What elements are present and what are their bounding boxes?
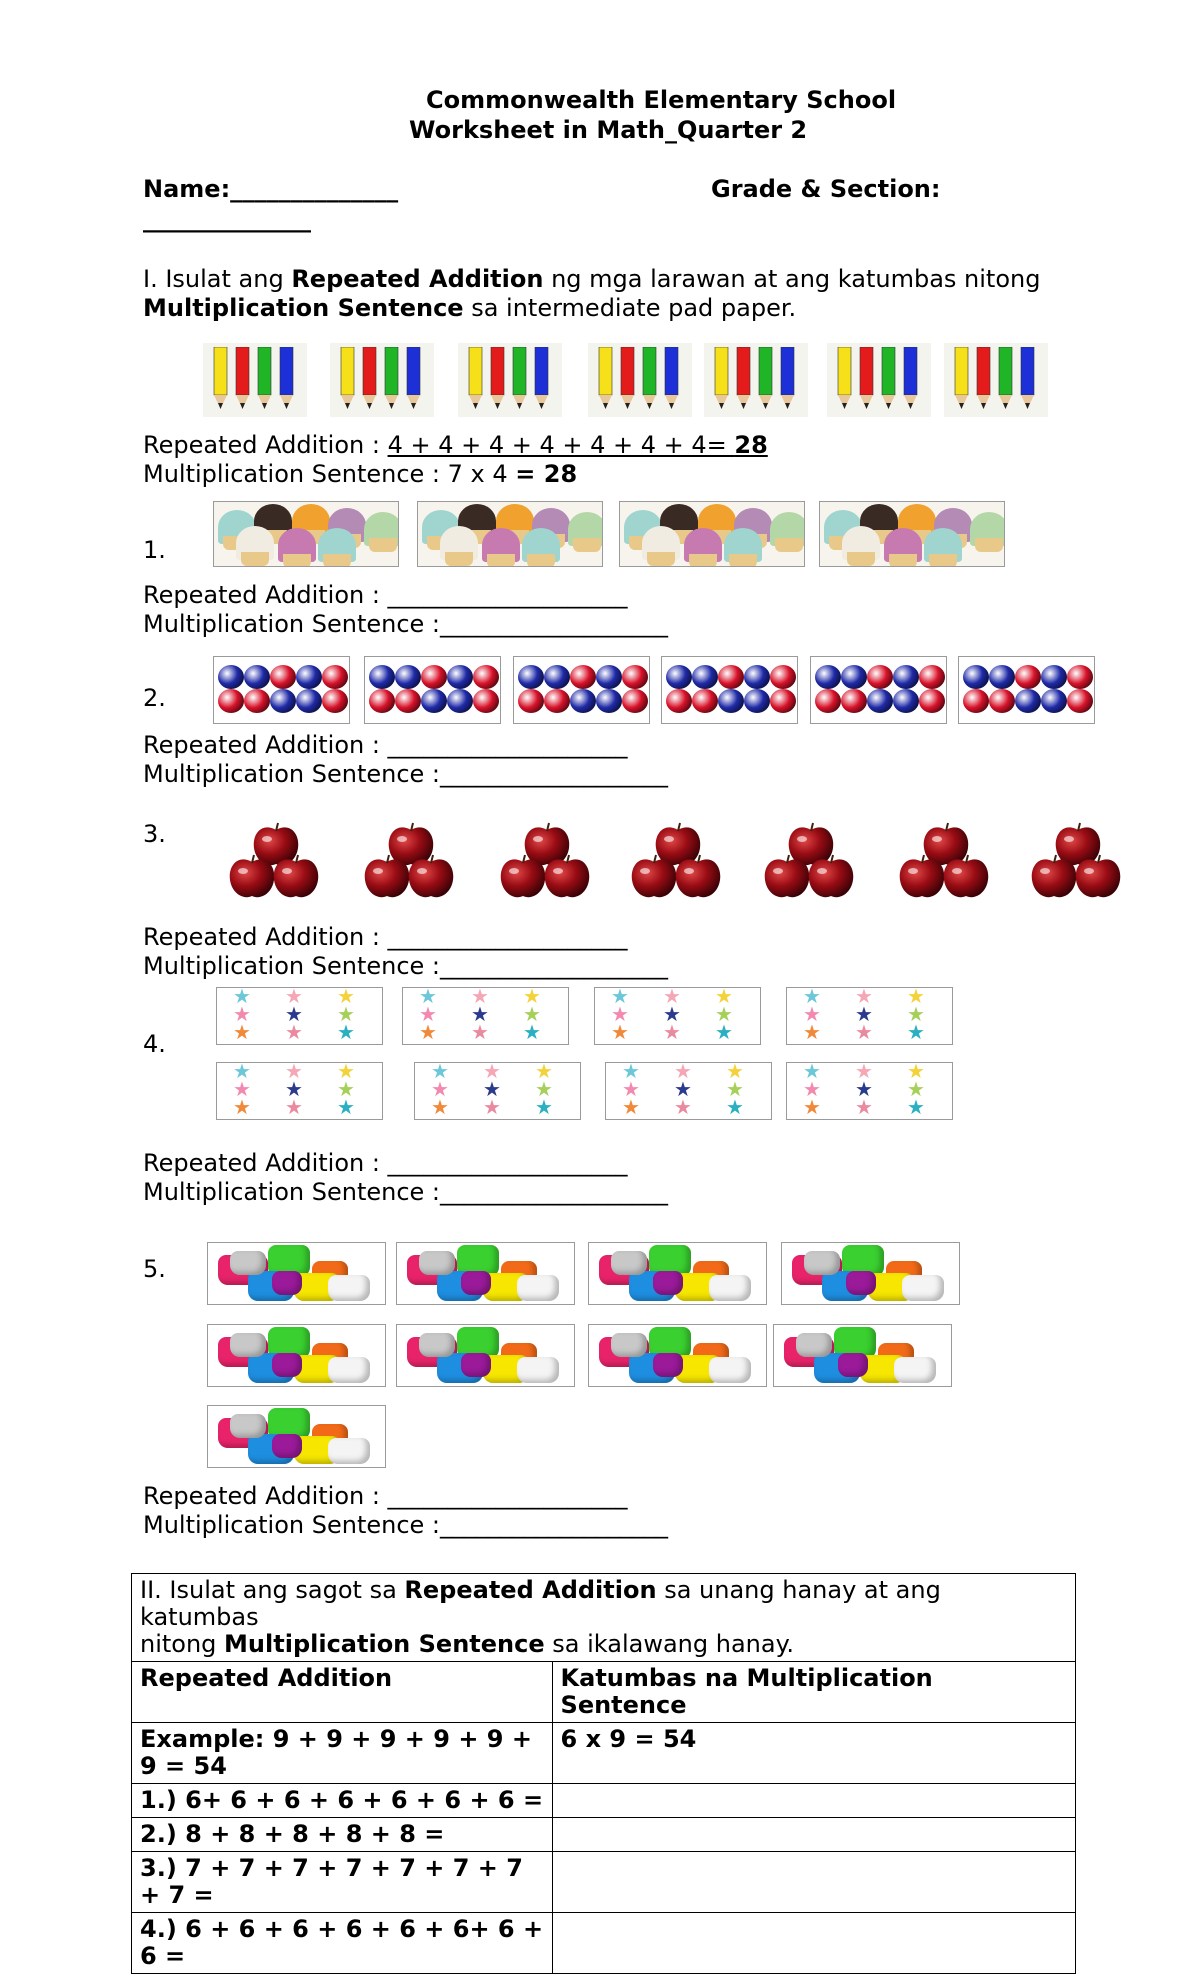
ball-image	[364, 656, 501, 724]
ball-image	[513, 656, 650, 724]
table-row-2-answer-cell[interactable]	[552, 1818, 1075, 1852]
starfish-image: ★ ★ ★ ★ ★ ★ ★ ★ ★	[216, 1062, 383, 1120]
item-2-number: 2.	[143, 684, 166, 712]
starfish-image: ★ ★ ★ ★ ★ ★ ★ ★ ★	[786, 1062, 953, 1120]
starfish-image: ★ ★ ★ ★ ★ ★ ★ ★ ★	[605, 1062, 772, 1120]
starfish-image: ★ ★ ★ ★ ★ ★ ★ ★ ★	[216, 987, 383, 1045]
apple-group-image	[499, 822, 595, 904]
cupcake-image	[417, 501, 603, 567]
item-2-repeated-addition[interactable]: Repeated Addition : ____________________	[143, 731, 628, 759]
item-4-multiplication-sentence[interactable]: Multiplication Sentence :___________________	[143, 1178, 669, 1206]
ball-image	[958, 656, 1095, 724]
pencil-group-image	[704, 343, 808, 417]
starfish-image: ★ ★ ★ ★ ★ ★ ★ ★ ★	[402, 987, 569, 1045]
col-header-repeated-addition: Repeated Addition	[132, 1662, 553, 1723]
table-row-3-answer-cell[interactable]	[552, 1852, 1075, 1913]
starfish-image: ★ ★ ★ ★ ★ ★ ★ ★ ★	[786, 987, 953, 1045]
example-multiplication-sentence: Multiplication Sentence : 7 x 4 = 28	[143, 460, 578, 488]
pencil-group-image	[203, 343, 307, 417]
item-5-number: 5.	[143, 1255, 166, 1283]
cup-image	[207, 1242, 386, 1305]
cup-image	[781, 1242, 960, 1305]
cup-image	[588, 1242, 767, 1305]
item-2-multiplication-sentence[interactable]: Multiplication Sentence :___________________	[143, 760, 669, 788]
grade-section-field[interactable]: ______________	[143, 205, 311, 233]
pencil-group-image	[827, 343, 931, 417]
pencil-group-image	[458, 343, 562, 417]
cup-image	[773, 1324, 952, 1387]
name-field[interactable]: Name:______________	[143, 175, 399, 203]
item-4-number: 4.	[143, 1030, 166, 1058]
pencil-group-image	[330, 343, 434, 417]
ball-image	[810, 656, 947, 724]
cup-image	[207, 1324, 386, 1387]
item-1-number: 1.	[143, 536, 166, 564]
school-title: Commonwealth Elementary School	[426, 86, 897, 114]
table-row-1-ra: 1.) 6+ 6 + 6 + 6 + 6 + 6 + 6 =	[132, 1784, 553, 1818]
apple-group-image	[763, 822, 859, 904]
table-row-example-ra: Example: 9 + 9 + 9 + 9 + 9 + 9 = 54	[132, 1723, 553, 1784]
item-4-repeated-addition[interactable]: Repeated Addition : ____________________	[143, 1149, 628, 1177]
part1-instruction-line1: I. Isulat ang Repeated Addition ng mga larawan at ang katumbas nitong	[143, 265, 1041, 293]
part2-instruction: II. Isulat ang sagot sa Repeated Addition sa unang hanay at ang katumbas nitong Multiplication Sentence sa ikalawang hanay.	[132, 1574, 1076, 1662]
pencil-group-image	[944, 343, 1048, 417]
table-row-1-answer-cell[interactable]	[552, 1784, 1075, 1818]
apple-group-image	[630, 822, 726, 904]
item-5-repeated-addition[interactable]: Repeated Addition : ____________________	[143, 1482, 628, 1510]
cup-image	[207, 1405, 386, 1468]
cup-image	[396, 1242, 575, 1305]
item-3-number: 3.	[143, 820, 166, 848]
apple-group-image	[898, 822, 994, 904]
apple-group-image	[363, 822, 459, 904]
item-3-repeated-addition[interactable]: Repeated Addition : ____________________	[143, 923, 628, 951]
item-5-multiplication-sentence[interactable]: Multiplication Sentence :___________________	[143, 1511, 669, 1539]
apple-group-image	[1030, 822, 1126, 904]
table-row-example-ms: 6 x 9 = 54	[552, 1723, 1075, 1784]
table-row-4-ra: 4.) 6 + 6 + 6 + 6 + 6 + 6+ 6 + 6 =	[132, 1913, 553, 1974]
table-row-4-answer-cell[interactable]	[552, 1913, 1075, 1974]
starfish-image: ★ ★ ★ ★ ★ ★ ★ ★ ★	[594, 987, 761, 1045]
apple-group-image	[228, 822, 324, 904]
worksheet-title: Worksheet in Math_Quarter 2	[409, 116, 808, 144]
table-row-2-ra: 2.) 8 + 8 + 8 + 8 + 8 =	[132, 1818, 553, 1852]
part2-table	[131, 1573, 1076, 1974]
example-repeated-addition: Repeated Addition : 4 + 4 + 4 + 4 + 4 + 4 + 4= 28	[143, 431, 768, 459]
item-1-multiplication-sentence[interactable]: Multiplication Sentence :___________________	[143, 610, 669, 638]
pencil-group-image	[588, 343, 692, 417]
item-3-multiplication-sentence[interactable]: Multiplication Sentence :___________________	[143, 952, 669, 980]
cup-image	[588, 1324, 767, 1387]
grade-section-label: Grade & Section:	[711, 175, 941, 203]
ball-image	[661, 656, 798, 724]
part1-instruction-line2: Multiplication Sentence sa intermediate pad paper.	[143, 294, 797, 322]
item-1-repeated-addition[interactable]: Repeated Addition : ____________________	[143, 581, 628, 609]
cup-image	[396, 1324, 575, 1387]
cupcake-image	[213, 501, 399, 567]
cupcake-image	[819, 501, 1005, 567]
table-row-3-ra: 3.) 7 + 7 + 7 + 7 + 7 + 7 + 7 + 7 =	[132, 1852, 553, 1913]
ball-image	[213, 656, 350, 724]
cupcake-image	[619, 501, 805, 567]
col-header-multiplication-sentence: Katumbas na Multiplication Sentence	[552, 1662, 1075, 1723]
starfish-image: ★ ★ ★ ★ ★ ★ ★ ★ ★	[414, 1062, 581, 1120]
